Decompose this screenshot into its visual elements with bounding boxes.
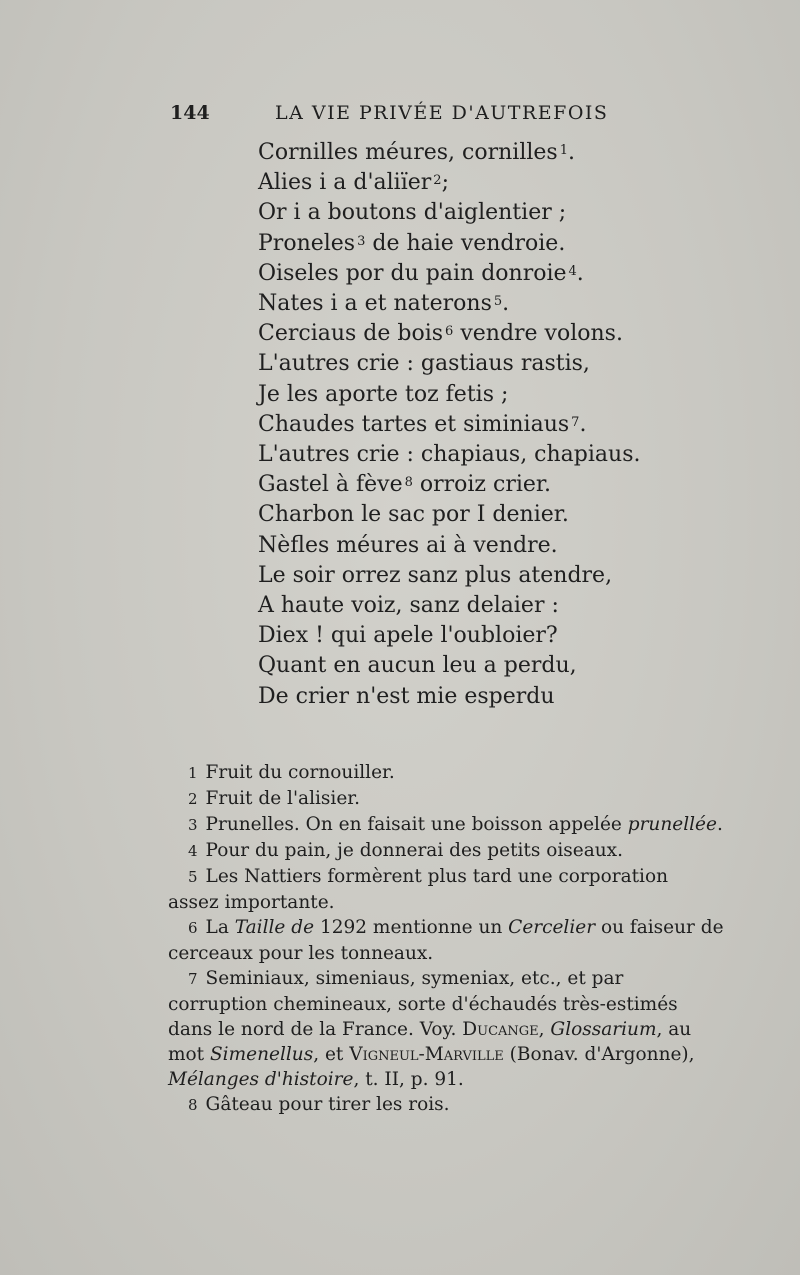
- poem: [258, 138, 678, 712]
- poem-line: Gastel à fève $^8$ orroiz crier.: [258, 472, 551, 498]
- footnote: 3 Prunelles. On en faisait une boisson appelée prunellée.: [188, 814, 723, 835]
- poem-line: Quant en aucun leu a perdu,: [258, 653, 577, 679]
- footnote: 8 Gâteau pour tirer les rois.: [188, 1094, 450, 1115]
- poem-line: Alies i a d'aliïer $^2$;: [258, 170, 449, 196]
- poem-line: De crier n'est mie esperdu: [258, 683, 555, 709]
- poem-line: Cornilles méures, cornilles $^1$.: [258, 140, 575, 165]
- poem-line: A haute voiz, sanz delaier :: [258, 593, 559, 619]
- poem-line: Nates i a et naterons $^5$.: [258, 291, 510, 317]
- poem-line: Diex ! qui apele l'oubloier?: [258, 623, 558, 649]
- footnote: 5 Les Nattiers formèrent plus tard une corporation assez importante.: [168, 866, 669, 913]
- poem-line: Proneles $^3$ de haie vendroie.: [258, 230, 566, 256]
- footnote: 7 Seminiaux, simeniaus, symeniax, etc., et par corruption chemineaux, sorte d'échaudés très-estimés dans le nord de la France. Voy. Ducange, Glossarium, au mot Simenellus, et Vigneul-Marville (Bonav. d'Argonne), Mélanges d'histoire, t. II, p. 91.: [168, 968, 695, 1090]
- poem-line: Charbon le sac por I denier.: [258, 502, 569, 528]
- poem-line: Le soir orrez sanz plus atendre,: [258, 562, 613, 588]
- poem-line: Cerciaus de bois $^6$ vendre volons.: [258, 321, 623, 347]
- running-title: LA VIE PRIVÉE D'AUTREFOIS: [275, 102, 609, 124]
- poem-line: L'autres crie : gastiaus rastis,: [258, 351, 590, 377]
- footnotes: [168, 760, 724, 1118]
- poem-line: Nèfles méures ai à vendre.: [258, 532, 558, 558]
- footnote: 6 La Taille de 1292 mentionne un Cercelier ou faiseur de cerceaux pour les tonneaux.: [168, 917, 724, 964]
- poem-line: Oiseles por du pain donroie $^4$.: [258, 260, 584, 286]
- poem-line: Je les aporte toz fetis ;: [258, 381, 509, 407]
- poem-line: L'autres crie : chapiaus, chapiaus.: [258, 442, 641, 468]
- page-number: 144: [170, 102, 210, 124]
- footnote: 1 Fruit du cornouiller.: [188, 762, 395, 783]
- poem-line: Chaudes tartes et siminiaus $^7$.: [258, 411, 587, 437]
- footnote: 2 Fruit de l'alisier.: [188, 788, 360, 809]
- footnote: 4 Pour du pain, je donnerai des petits oiseaux.: [188, 840, 623, 861]
- poem-line: Or i a boutons d'aiglentier ;: [258, 200, 567, 226]
- page-header: [170, 100, 610, 130]
